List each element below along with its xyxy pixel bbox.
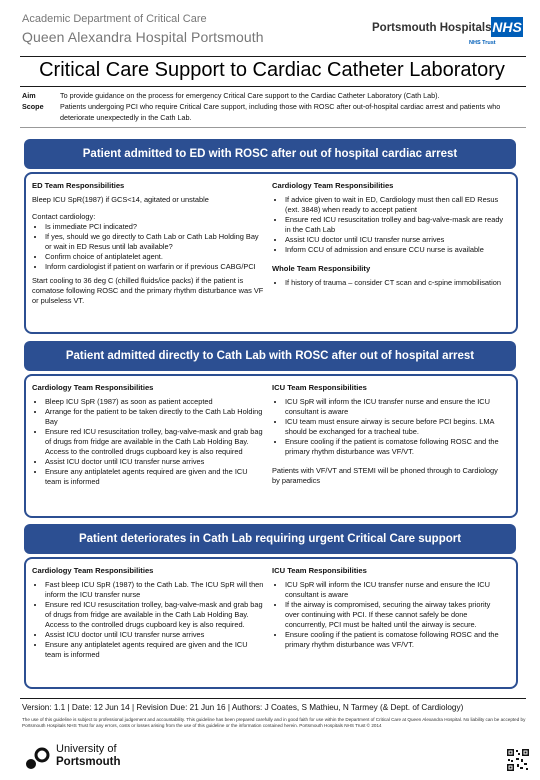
header-divider xyxy=(20,56,526,57)
icu-team-list xyxy=(272,397,506,457)
list-item: • Is immediate PCI indicated? xyxy=(45,222,264,232)
trust-logo-subtitle: NHS Trust xyxy=(469,40,496,46)
list-item: • Assist ICU doctor until ICU transfer nurse arrives xyxy=(45,630,264,640)
list-item: • Fast bleep ICU SpR (1987) to the Cath Lab. The ICU SpR will then inform the ICU transfer nurse xyxy=(45,580,264,600)
list-item: • If yes, should we go directly to Cath Lab or Cath Lab Holding Bay or wait in ED Resus until lab available? xyxy=(45,232,264,252)
list-item: • Ensure red ICU resuscitation trolley, bag-valve-mask and grab bag of drugs from fridge are available in the Cath Lab Holding Bay. Access to the controlled drugs cupboard key is also required xyxy=(45,427,264,457)
list-item: • Assist ICU doctor until ICU transfer nurse arrives xyxy=(45,457,264,467)
list-item: • Ensure any antiplatelet agents required are given and the ICU team is informed xyxy=(45,640,264,660)
icu-team-heading: ICU Team Responsibilities xyxy=(272,566,367,575)
section-3-panel xyxy=(24,557,518,689)
list-item: • Confirm choice of antiplatelet agent. xyxy=(45,252,264,262)
list-item: • Ensure red ICU resuscitation trolley and bag-valve-mask are ready in the Cath Lab xyxy=(285,215,506,235)
list-item: • If advice given to wait in ED, Cardiology must then call ED Resus (ext. 3848) when ready to accept patient xyxy=(285,195,506,215)
ed-team-heading: ED Team Responsibilities xyxy=(32,181,125,190)
cardiology-team-list xyxy=(32,580,264,660)
list-item: • Ensure cooling if the patient is comatose following ROSC and the primary rhythm disturbance was VF/VT. xyxy=(285,630,506,650)
footer-divider xyxy=(20,698,526,699)
ed-bleep-text: Bleep ICU SpR(1987) if GCS<14, agitated or unstable xyxy=(32,195,209,204)
hospital-name: Queen Alexandra Hospital Portsmouth xyxy=(22,29,264,45)
cardiology-team-list xyxy=(272,195,506,255)
paramedics-note: Patients with VF/VT and STEMI will be phoned through to Cardiology by paramedics xyxy=(272,466,498,485)
list-item: • Ensure any antiplatelet agents required are given and the ICU team is informed xyxy=(45,467,264,487)
section-3-banner: Patient deteriorates in Cath Lab requiring urgent Critical Care support xyxy=(24,524,516,554)
scope-label: Scope xyxy=(22,102,44,111)
section-3-right-column xyxy=(272,566,506,654)
list-item: • Ensure cooling if the patient is comatose following ROSC and the primary rhythm disturbance was VF/VT. xyxy=(285,437,506,457)
scope-row xyxy=(22,102,532,126)
list-item: • Ensure red ICU resuscitation trolley, bag-valve-mask and grab bag of drugs from fridge are available in the Cath Lab Holding Bay. Access to the controlled drugs cupboard key is also required. xyxy=(45,600,264,630)
list-item: • Inform cardiologist if patient on warfarin or if previous CABG/PCI xyxy=(45,262,264,272)
section-2-panel xyxy=(24,374,518,518)
page-title: Critical Care Support to Cardiac Catheter Laboratory xyxy=(39,59,505,81)
icu-team-list xyxy=(272,580,506,650)
whole-team-heading: Whole Team Responsibility xyxy=(272,264,371,273)
scope-text: Patients undergoing PCI who require Critical Care support, including those with ROSC after out-of-hospital cardiac arrest and patients who deteriorate unexpectedly in the Cath Lab. xyxy=(60,102,501,122)
qr-code-icon xyxy=(506,748,530,772)
section-2-banner: Patient admitted directly to Cath Lab with ROSC after out of hospital arrest xyxy=(24,341,516,371)
list-item: • Inform CCU of admission and ensure CCU nurse is available xyxy=(285,245,506,255)
cardiology-team-heading: Cardiology Team Responsibilities xyxy=(32,383,154,392)
title-divider xyxy=(20,86,526,87)
contact-cardiology-text: Contact cardiology: xyxy=(32,212,96,221)
university-name-line1: University of xyxy=(56,743,117,755)
aim-label: Aim xyxy=(22,91,36,100)
cardiology-team-list xyxy=(32,397,264,487)
list-item: • Assist ICU doctor until ICU transfer nurse arrives xyxy=(285,235,506,245)
section-2-right-column xyxy=(272,383,506,488)
icu-team-heading: ICU Team Responsibilities xyxy=(272,383,367,392)
page-header xyxy=(0,0,540,56)
list-item: • Arrange for the patient to be taken directly to the Cath Lab Holding Bay xyxy=(45,407,264,427)
nhs-logo: NHS xyxy=(492,19,522,35)
list-item: • If the airway is compromised, securing the airway takes priority over continuing with PCI. If these cannot safely be done concurrently, PCI must be halted until the airway is secure. xyxy=(285,600,506,630)
aim-text: To provide guidance on the process for emergency Critical Care support to the Cardiac Catheter Laboratory (Cath Lab). xyxy=(60,91,440,100)
section-1-panel xyxy=(24,172,518,334)
section-1-left-column xyxy=(32,181,264,308)
university-logo-icon xyxy=(24,746,54,772)
whole-team-list xyxy=(272,278,506,288)
cooling-text: Start cooling to 36 deg C (chilled fluids/ice packs) if the patient is comatose following ROSC and the primary rhythm disturbance was VF or pulseless VT. xyxy=(32,276,264,305)
trust-logo-name: Portsmouth Hospitals xyxy=(372,22,492,34)
section-1-banner: Patient admitted to ED with ROSC after out of hospital cardiac arrest xyxy=(24,139,516,169)
list-item: • ICU team must ensure airway is secure before PCI begins. LMA should be exchanged for a tracheal tube. xyxy=(285,417,506,437)
list-item: • ICU SpR will inform the ICU transfer nurse and ensure the ICU consultant is aware xyxy=(285,397,506,417)
section-2-left-column xyxy=(32,383,264,491)
department-name: Academic Department of Critical Care xyxy=(22,13,207,25)
university-name-line2: Portsmouth xyxy=(56,756,121,768)
list-item: • If history of trauma – consider CT scan and c-spine immobilisation xyxy=(285,278,506,288)
list-item: • ICU SpR will inform the ICU transfer nurse and ensure the ICU consultant is aware xyxy=(285,580,506,600)
meta-divider xyxy=(20,127,526,128)
list-item: • Bleep ICU SpR (1987) as soon as patient accepted xyxy=(45,397,264,407)
section-1-right-column xyxy=(272,181,506,292)
disclaimer-text: The use of this guideline is subject to professional judgement and accountability. This guideline has been prepared carefully and in good faith for use within the Department of Critical Care at Queen Alexandra Hospital. No liability can be accepted by Portsmouth Hospitals NHS Trust for any errors, costs or losses arising from the use of this guideline or the information contained herein. Portsmouth Hospitals NHS Trust © 2014 xyxy=(22,717,526,728)
ed-team-list xyxy=(32,222,264,272)
cardiology-team-heading: Cardiology Team Responsibilities xyxy=(32,566,154,575)
section-3-left-column xyxy=(32,566,264,664)
cardiology-team-heading: Cardiology Team Responsibilities xyxy=(272,181,394,190)
version-info: Version: 1.1 | Date: 12 Jun 14 | Revision Due: 21 Jun 16 | Authors: J Coates, S Mathieu, N Tarmey (& Dept. of Cardiology) xyxy=(22,703,464,712)
